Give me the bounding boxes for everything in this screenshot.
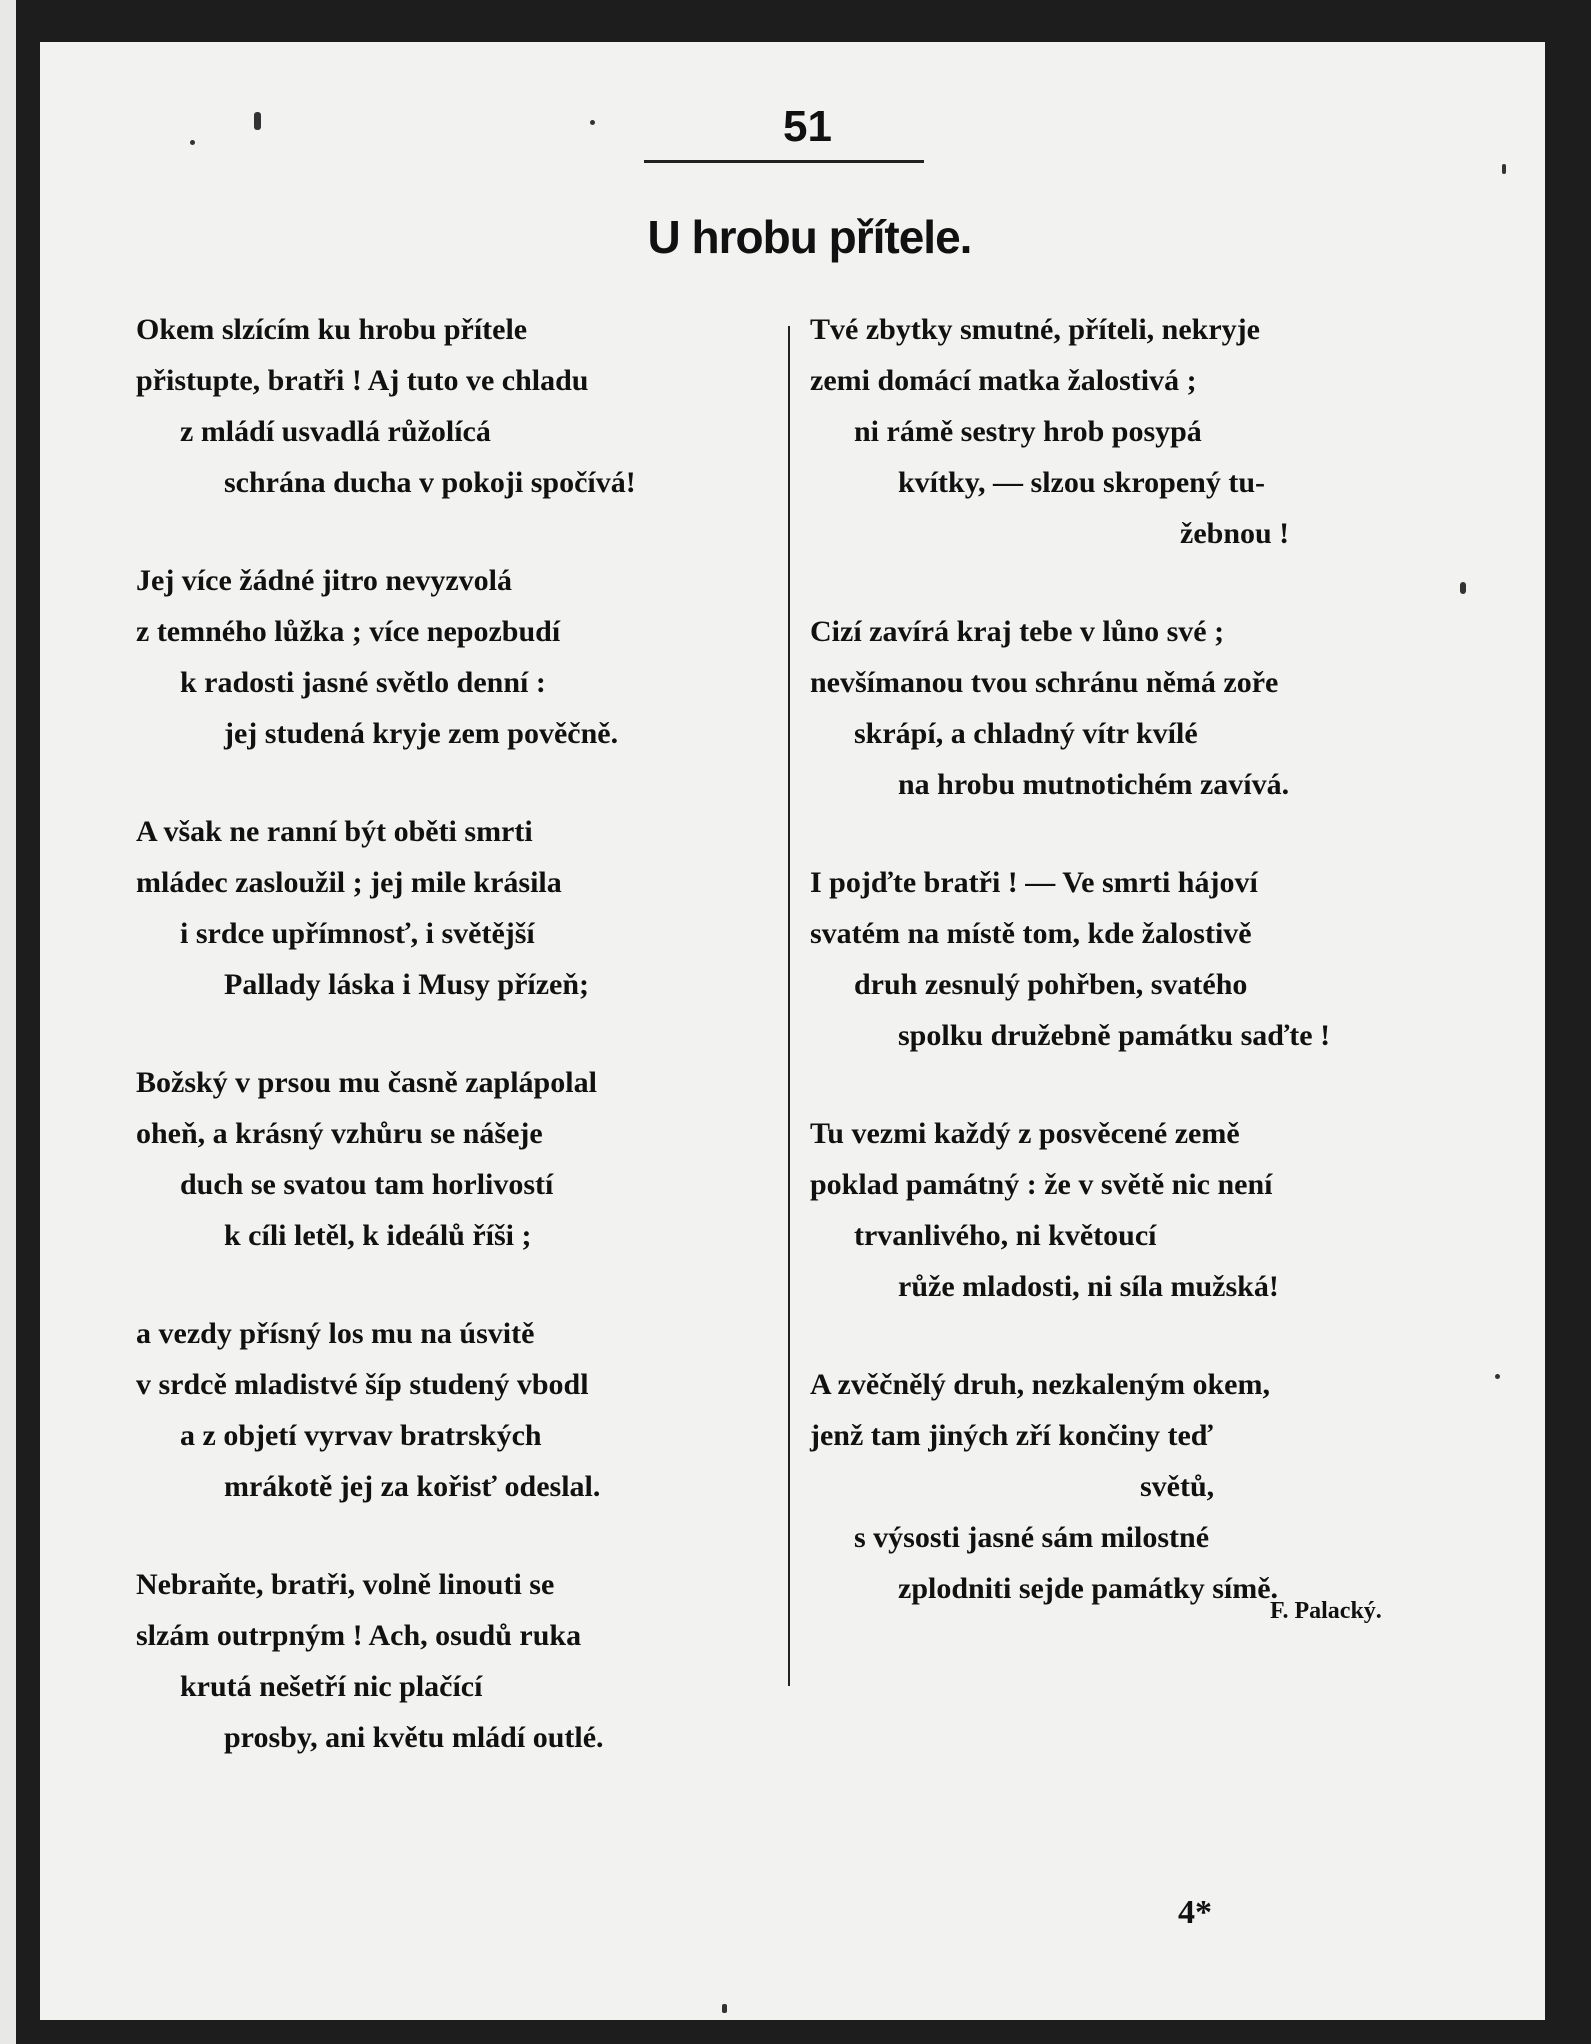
verse-line: a z objetí vyrvav bratrských xyxy=(180,1419,542,1452)
stanza xyxy=(810,304,1480,559)
stanza xyxy=(136,806,776,1010)
page-number: 51 xyxy=(783,102,832,151)
stanza xyxy=(810,1359,1480,1614)
verse-line: na hrobu mutnotichém zavívá. xyxy=(898,768,1290,801)
verse-line: v srdcě mladistvé šíp studený vbodl xyxy=(136,1368,589,1401)
verse-line: i srdce upřímnosť, i světější xyxy=(180,917,535,950)
verse-line: slzám outrpným ! Ach, osudů ruka xyxy=(136,1619,582,1652)
verse-line: k radosti jasné světlo denní : xyxy=(180,666,546,699)
verse-line: ni rámě sestry hrob posypá xyxy=(854,415,1202,448)
verse-line: k cíli letěl, k ideálů říši ; xyxy=(224,1219,532,1252)
left-column xyxy=(136,304,776,1810)
book-page xyxy=(40,42,1545,2020)
verse-line: z mládí usvadlá růžolícá xyxy=(180,415,491,448)
verse-line: jenž tam jiných zří končiny teď xyxy=(810,1419,1213,1452)
author-signature: F. Palacký. xyxy=(1270,1598,1382,1624)
verse-line: krutá nešetří nic plačící xyxy=(180,1670,483,1703)
verse-line: I pojďte bratři ! — Ve smrti hájoví xyxy=(810,866,1258,899)
verse-line: spolku družebně památku saďte ! xyxy=(898,1019,1331,1052)
verse-line: Pallady láska i Musy přízeň; xyxy=(224,968,590,1001)
verse-line: nevšímanou tvou schránu němá zoře xyxy=(810,666,1279,699)
verse-line: prosby, ani květu mládí outlé. xyxy=(224,1721,604,1754)
verse-line: schrána ducha v pokoji spočívá! xyxy=(224,466,636,499)
verse-line: svatém na místě tom, kde žalostivě xyxy=(810,917,1252,950)
verse-line: Božský v prsou mu časně zaplápolal xyxy=(136,1066,597,1099)
verse-line: s výsosti jasné sám milostné xyxy=(854,1521,1210,1554)
column-divider xyxy=(788,326,790,1686)
verse-line: zplodniti sejde památky símě. xyxy=(898,1572,1279,1605)
verse-line: mrákotě jej za kořisť odeslal. xyxy=(224,1470,601,1503)
page-edge-strip xyxy=(0,0,16,2044)
right-column xyxy=(810,304,1480,1661)
poem-title: U hrobu přítele. xyxy=(647,211,972,263)
stanza xyxy=(136,1308,776,1512)
ink-speck xyxy=(254,112,261,130)
verse-line: oheň, a krásný vzhůru se nášeje xyxy=(136,1117,543,1150)
verse-line: Jej více žádné jitro nevyzvolá xyxy=(136,564,513,597)
verse-line: Okem slzícím ku hrobu přítele xyxy=(136,313,528,346)
verse-line: druh zesnulý pohřben, svatého xyxy=(854,968,1248,1001)
ink-speck xyxy=(590,120,595,125)
verse-line: Nebraňte, bratři, volně linouti se xyxy=(136,1568,555,1601)
stanza xyxy=(136,304,776,508)
ink-speck xyxy=(1495,1374,1500,1379)
stanza xyxy=(810,857,1480,1061)
ink-speck xyxy=(190,140,195,145)
verse-line: duch se svatou tam horlivostí xyxy=(180,1168,554,1201)
verse-line: z temného lůžka ; více nepozbudí xyxy=(136,615,561,648)
ink-speck xyxy=(722,2004,727,2013)
verse-line: jej studená kryje zem pověčně. xyxy=(224,717,619,750)
verse-line: a vezdy přísný los mu na úsvitě xyxy=(136,1317,535,1350)
verse-line: skrápí, a chladný vítr kvílé xyxy=(854,717,1198,750)
verse-line: růže mladosti, ni síla mužská! xyxy=(898,1270,1279,1303)
stanza xyxy=(136,1057,776,1261)
verse-line: žebnou ! xyxy=(1180,517,1290,550)
verse-line: poklad památný : že v světě nic není xyxy=(810,1168,1273,1201)
verse-line: Tu vezmi každý z posvěcené země xyxy=(810,1117,1240,1150)
verse-line: trvanlivého, ni květoucí xyxy=(854,1219,1157,1252)
verse-line: A však ne ranní být oběti smrti xyxy=(136,815,533,848)
verse-line: světů, xyxy=(1140,1470,1215,1503)
verse-line: přistupte, bratři ! Aj tuto ve chladu xyxy=(136,364,589,397)
verse-line: mládec zasloužil ; jej mile krásila xyxy=(136,866,562,899)
ink-speck xyxy=(1460,582,1466,594)
stanza xyxy=(136,1559,776,1763)
verse-line: Tvé zbytky smutné, příteli, nekryje xyxy=(810,313,1260,346)
stanza xyxy=(810,606,1480,810)
stanza xyxy=(810,1108,1480,1312)
ink-speck xyxy=(1502,164,1506,174)
verse-line: zemi domácí matka žalostivá ; xyxy=(810,364,1197,397)
verse-line: A zvěčnělý druh, nezkaleným okem, xyxy=(810,1368,1270,1401)
sheet-signature-mark: 4* xyxy=(1178,1894,1212,1931)
verse-line: kvítky, — slzou skropený tu- xyxy=(898,466,1266,499)
verse-line: Cizí zavírá kraj tebe v lůno své ; xyxy=(810,615,1225,648)
stanza xyxy=(136,555,776,759)
header-rule xyxy=(644,160,924,163)
